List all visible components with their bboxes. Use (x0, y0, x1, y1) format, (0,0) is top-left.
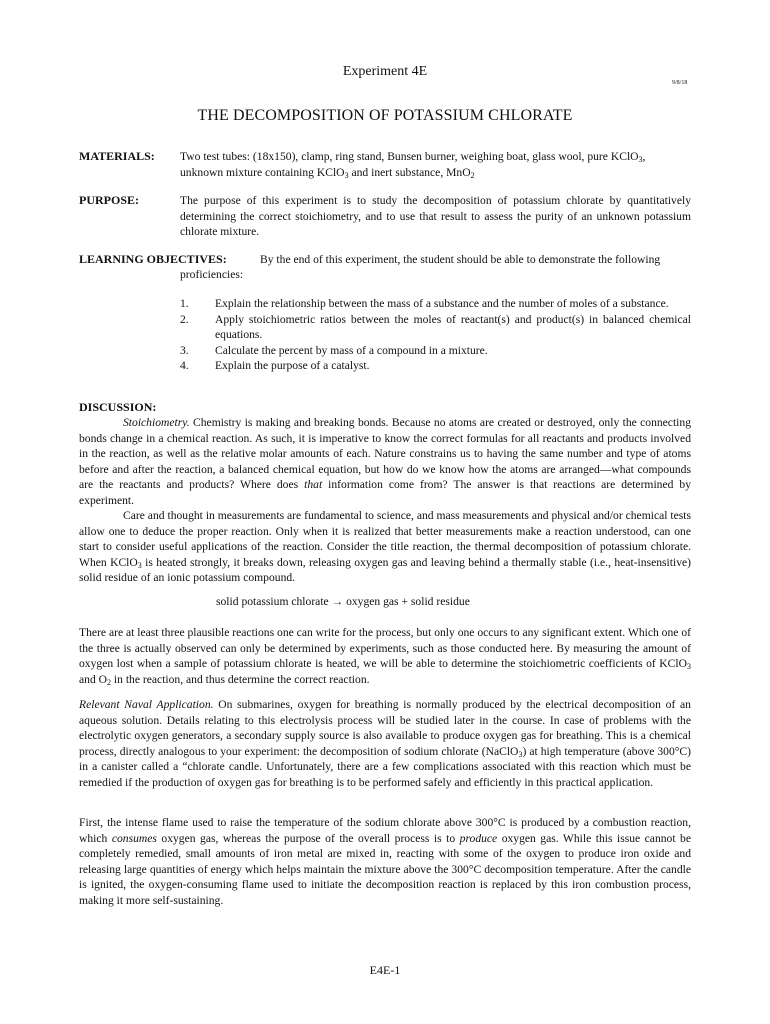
materials-label: MATERIALS: (79, 149, 155, 163)
paragraph-naval-application: Relevant Naval Application. On submarines, oxygen for breathing is normally produced by the electrical decomposition of an aqueous solution. Details relating to this electrolysis process will be studied later in the course. In case of problems with the electrolytic oxygen generators, a secondary supply source is also available to produce oxygen gas for breathing. This is a chemical process, directly analogous to your experiment: the decomposition of sodium chlorate (NaClO$_3$) at high temperature (above 300°C) in a canister called a “chlorate candle. Unfortunately, there are a few complications associated with this reaction which must be remedied if the production of oxygen gas for breathing is to be performed safely and efficiently in this practical application. (79, 698, 691, 789)
objectives-label: LEARNING OBJECTIVES: (79, 252, 227, 266)
materials-line1: Two test tubes: (18x150), clamp, ring stand, Bunsen burner, weighing boat, glass wool, pure KClO (180, 150, 639, 163)
objectives-intro-cont: proficiencies: (180, 268, 244, 281)
subscript: 3 (518, 749, 523, 759)
materials-line1-end: , (642, 150, 646, 163)
discussion-body (79, 415, 691, 586)
materials-line2a: unknown mixture containing KClO (180, 165, 345, 179)
purpose-label: PURPOSE: (79, 193, 139, 207)
objective-item: 4. Explain the purpose of a catalyst. (180, 359, 370, 372)
objective-item: 3. Calculate the percent by mass of a compound in a mixture. (180, 343, 488, 357)
objectives-intro: By the end of this experiment, the student should be able to demonstrate the following (260, 253, 661, 266)
subscript: 3 (344, 170, 349, 180)
reaction-equation: solid potassium chlorate → oxygen gas + solid residue (216, 595, 470, 608)
document-title: THE DECOMPOSITION OF POTASSIUM CHLORATE (197, 107, 573, 124)
subscript: 3 (638, 155, 643, 164)
subscript: 2 (470, 170, 475, 180)
experiment-number: Experiment 4E (342, 64, 428, 79)
paragraph-stoichiometry: Stoichiometry. Chemistry is making and breaking bonds. Because no atoms are created or destroyed, only the connecting bonds change in a chemical reaction. As such, it is imperative to know the correct formulas for all reactants and products involved in the reaction, as well as the relative molar amounts of each. Nature constrains us to having the same number and type of atoms before and after the reaction, a balanced chemical equation, but how do we know how the atoms are arranged—what compounds are the reactants and products? Where does that information come from? The answer is that reactions are determined by experiment. (79, 416, 691, 507)
objectives-list (180, 296, 691, 374)
paragraph-combustion: First, the intense flame used to raise the temperature of the sodium chlorate above 300°C is produced by a combustion reaction, which consumes oxygen gas, whereas the purpose of the overall process is to produce oxygen gas. While this issue cannot be completely remedied, small amounts of iron metal are mixed in, reacting with some of the oxygen to produce iron oxide and releasing large quantities of energy which helps maintain the mixture above the 300°C decomposition temperature. After the candle is ignited, the oxygen-consuming flame used to initiate the decomposition reaction is replaced by this iron combustion process, making it more self-sustaining. (79, 816, 691, 907)
objective-item: 1. Explain the relationship between the mass of a substance and the number of moles of a substance. (180, 297, 669, 310)
discussion-label: DISCUSSION: (79, 400, 157, 414)
revision-date: 9/8/18 (672, 80, 688, 86)
paragraph-plausible-reactions: There are at least three plausible reactions one can write for the process, but only one occurs to any significant extent. Which one of the three is actually observed can only be determined by experiments, such as those conducted here. By measuring the amount of oxygen lost when a sample of potassium chlorate is heated, we will be able to determine the stoichiometric coefficients of KClO$_3$ and $O_2$ in the reaction, and thus determine the correct reaction. (79, 626, 691, 687)
page-number: E4E-1 (369, 963, 401, 977)
materials-text (180, 149, 691, 180)
italic-heading: Stoichiometry. (123, 416, 190, 429)
subscript: 3 (137, 560, 142, 570)
subscript: 3 (687, 662, 691, 671)
italic-heading: Relevant Naval Application. (79, 698, 214, 711)
purpose-text: The purpose of this experiment is to study the decomposition of potassium chlorate by quantitatively determining the correct stoichiometry, and to use that result to assess the purity of an unknown potassium chlorate mixture. (180, 194, 691, 238)
materials-line2b: and inert substance, MnO (348, 165, 471, 179)
objective-item: 2. Apply stoichiometric ratios between the moles of reactant(s) and product(s) in balanced chemical equations. (180, 312, 691, 341)
subscript: 2 (107, 677, 112, 687)
paragraph-measurements: Care and thought in measurements are fundamental to science, and mass measurements and physical and/or chemical tests allow one to deduce the proper reaction. Only when it is realized that better measurements make a reaction understood, can one start to consider useful applications of the reaction. Consider the title reaction, the thermal decomposition of potassium chlorate. When KClO$_3$ is heated strongly, it breaks down, releasing oxygen gas and leaving behind a thermally stable (i.e., heat-insensitive) solid residue of an ionic potassium compound. (79, 509, 692, 584)
